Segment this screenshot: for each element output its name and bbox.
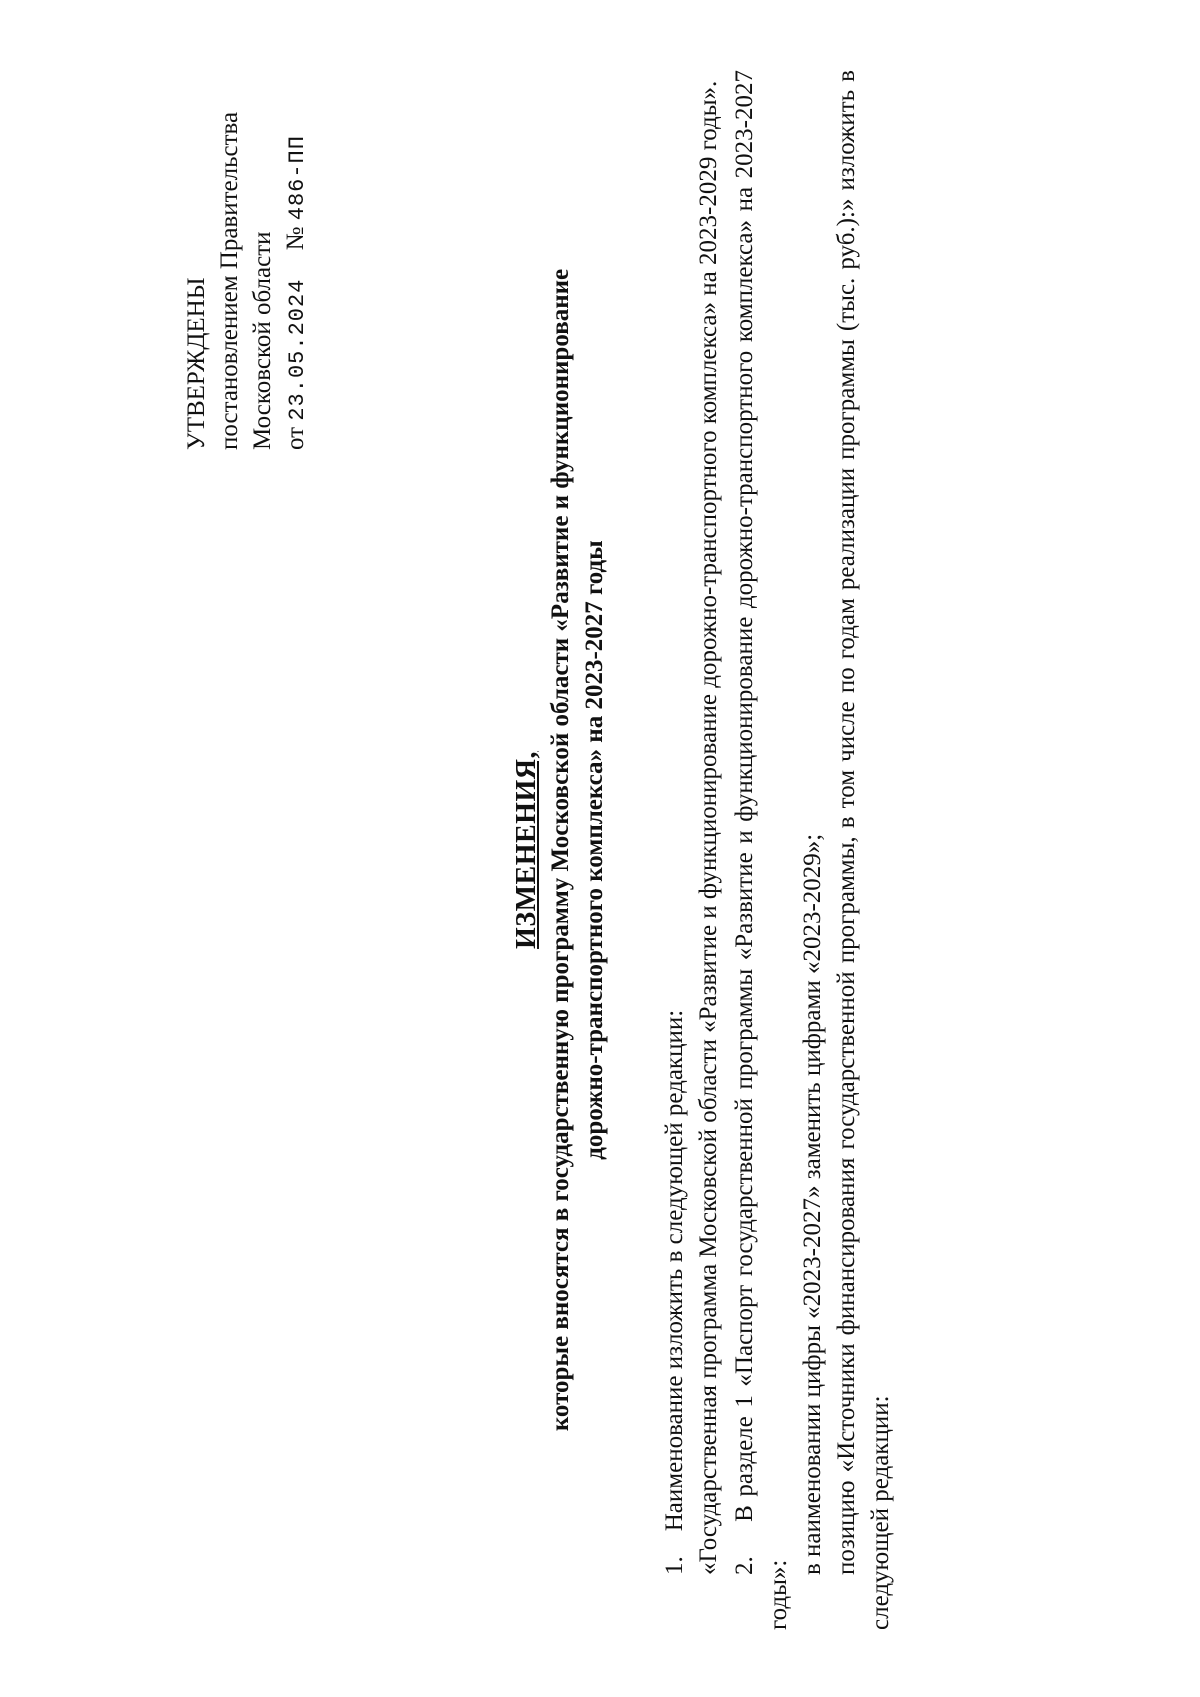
title-main: ИЗМЕНЕНИЯ,: [511, 751, 542, 949]
approval-date-prefix: от: [282, 426, 309, 450]
paragraph-3: 2. В разделе 1 «Паспорт государственной программы «Развитие и функционирование дорожно-транспортного комплекса» на 2023-2027 годы»:: [731, 63, 792, 1630]
approval-line-2: Московской области: [249, 231, 276, 450]
approval-number-label: №: [282, 226, 309, 251]
approval-heading: УТВЕРЖДЕНЫ: [183, 277, 210, 450]
document-page: [100, 63, 1100, 1630]
approval-date-line: [279, 90, 314, 450]
approval-date: 23.05.2024: [285, 278, 310, 421]
paragraph-2: «Государственная программа Московской области «Развитие и функционирование дорожно-транспортного комплекса» на 2023-2029 годы».: [695, 80, 722, 1575]
paragraph-1: 1. Наименование изложить в следующей редакции:: [661, 1009, 688, 1575]
approval-line-1: постановлением Правительства: [216, 111, 243, 450]
title-line-1: которые вносятся в государственную программу Московской области «Развитие и функционирование: [547, 268, 574, 1432]
paragraph-4: в наименовании цифры «2023-2027» заменить цифрами «2023-2029»;: [799, 833, 826, 1575]
approval-stamp: [180, 90, 314, 450]
paragraph-5: позицию «Источники финансирования государственной программы, в том числе по годам реализации программы (тыс. руб.):» изложить в следующей редакции:: [833, 70, 894, 1630]
approval-number: 486-ПП: [285, 135, 310, 221]
document-body: [658, 63, 898, 1630]
title-line-2: дорожно-транспортного комплекса» на 2023-2027 годы: [581, 540, 608, 1160]
document-title: [510, 70, 612, 1630]
